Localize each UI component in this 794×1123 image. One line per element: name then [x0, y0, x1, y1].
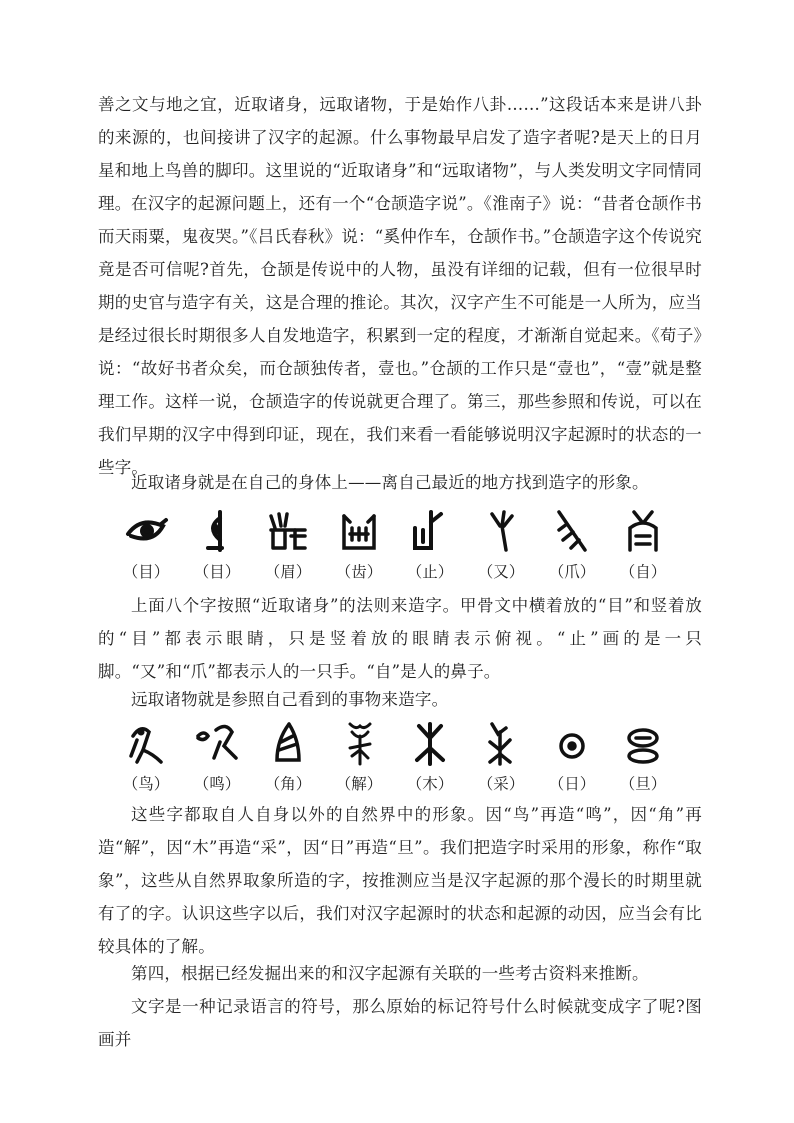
near-char-7 [542, 508, 602, 588]
paragraph-1: 善之文与地之宜，近取诸身，远取诸物，于是始作八卦……”这段话本来是讲八卦的来源的，也间接讲了汉字的起源。什么事物最早启发了造字者呢?是天上的日月星和地上鸟兽的脚印。这里说的“近取诸身”和“远取诸物”，与人类发明文字同情同理。 [98, 95, 702, 213]
dawn-oracle-icon [620, 720, 666, 766]
near-char-3 [258, 508, 318, 588]
far-char-2 [187, 720, 247, 800]
far-char-3-caption: （角） [264, 775, 312, 793]
far-char-6 [471, 720, 531, 800]
paragraph-4: 上面八个字按照“近取诸身”的法则来造字。甲骨文中横着放的“目”和竖着放的“目”都表示眼睛，只是竖着放的眼睛表示俯视。“止”画的是一只脚。“又”和“爪”都表示人的一只手。“自”是人的鼻子。 [98, 596, 702, 681]
far-char-1-caption: （鸟） [122, 775, 170, 793]
far-char-8 [613, 720, 673, 800]
pick-oracle-icon [478, 720, 524, 766]
near-char-4-caption: （齿） [335, 563, 383, 581]
near-char-4 [329, 508, 389, 588]
near-character-row [116, 508, 676, 588]
paragraph-7: 第四，根据已经发掘出来的和汉字起源有关联的一些考古资料来推断。 [131, 964, 649, 983]
teeth-oracle-icon [336, 508, 382, 554]
far-char-4 [329, 720, 389, 800]
eyebrow-oracle-icon [265, 508, 311, 554]
near-char-5 [400, 508, 460, 588]
paragraph-6: 这些字都取自人自身以外的自然界中的形象。因“鸟”再造“鸣”，因“角”再造“解”，因“木”再造“采”，因“日”再造“旦”。我们把造字时采用的形象，称作“取象”，这些从自然界取象所造的字，按推测应当是汉字起源的那个漫长的时期里就有了的字。认识这些字以后，我们对汉字起源时的状态和起源的动因，应当会有比较具体的了解。 [98, 805, 702, 956]
right-hand-oracle-icon [478, 508, 524, 554]
eye-vertical-oracle-icon [194, 508, 240, 554]
far-char-7-caption: （日） [548, 775, 596, 793]
near-char-1-caption: （目） [122, 563, 170, 581]
dissect-oracle-icon [336, 720, 382, 766]
paragraph-5: 远取诸物就是参照自己看到的事物来造字。 [131, 690, 449, 709]
far-char-1 [116, 720, 176, 800]
near-char-1 [116, 508, 176, 588]
near-char-5-caption: （止） [406, 563, 454, 581]
paragraph-2: 在汉字的起源问题上，还有一个“仓颉造字说”。《淮南子》说：“昔者仓颉作书而天雨粟，鬼夜哭。”《吕氏春秋》说：“奚仲作车，仓颉作书。”仓颉造字这个传说究竟是否可信呢?首先，仓颉是传说中的人物，虽没有详细的记载，但有一位很早时期的史官与造字有关，这是合理的推论。其次，汉字产生不可能是一人所为，应当是经过很长时期很多人自发地造字，积累到一定的程度，才渐渐自觉起来。《荀子》说：“故好书者众矣，而仓颉独传者，壹也。”仓颉的工作只是“壹也”，“壹”就是整理工作。这样一说，仓颉造字的传说就更合理了。第三，那些参照和传说，可以在我们早期的汉字中得到印证，现在，我们来看一看能够说明汉字起源时的状态的一些字。 [98, 194, 702, 477]
bird-oracle-icon [123, 720, 169, 766]
near-char-2-caption: （目） [193, 563, 241, 581]
nose-oracle-icon [620, 508, 666, 554]
far-char-3 [258, 720, 318, 800]
near-char-7-caption: （爪） [548, 563, 596, 581]
paragraph-3: 近取诸身就是在自己的身体上——离自己最近的地方找到造字的形象。 [131, 473, 649, 492]
far-char-5-caption: （木） [406, 775, 454, 793]
eye-horizontal-oracle-icon [123, 508, 169, 554]
far-character-row [116, 720, 676, 800]
horn-oracle-icon [265, 720, 311, 766]
near-char-6-caption: （又） [477, 563, 525, 581]
near-char-6 [471, 508, 531, 588]
near-char-3-caption: （眉） [264, 563, 312, 581]
near-char-8 [613, 508, 673, 588]
near-char-8-caption: （自） [619, 563, 667, 581]
far-char-6-caption: （采） [477, 775, 525, 793]
crow-oracle-icon [194, 720, 240, 766]
sun-oracle-icon [549, 720, 595, 766]
claw-oracle-icon [549, 508, 595, 554]
near-char-2 [187, 508, 247, 588]
far-char-4-caption: （解） [335, 775, 383, 793]
far-char-2-caption: （鸣） [193, 775, 241, 793]
far-char-7 [542, 720, 602, 800]
far-char-8-caption: （旦） [619, 775, 667, 793]
foot-oracle-icon [407, 508, 453, 554]
tree-oracle-icon [407, 720, 453, 766]
paragraph-8: 文字是一种记录语言的符号，那么原始的标记符号什么时候就变成字了呢?图画并 [98, 997, 702, 1049]
far-char-5 [400, 720, 460, 800]
